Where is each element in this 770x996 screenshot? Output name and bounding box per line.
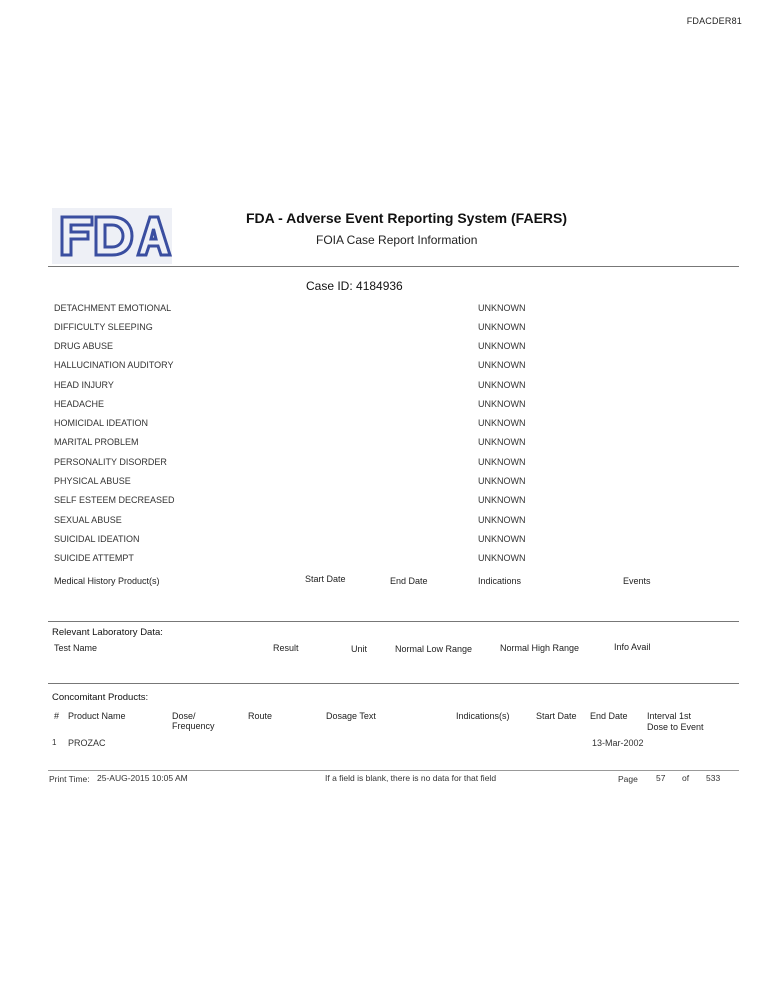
concomitant-header-dose: Dose/ [172,711,196,721]
lab-section-title: Relevant Laboratory Data: [52,627,163,638]
concomitant-header-start-date: Start Date [536,711,577,721]
event-name: PERSONALITY DISORDER [54,457,167,467]
concomitant-header-num: # [54,711,60,721]
event-name: SUICIDE ATTEMPT [54,553,134,563]
report-subtitle: FOIA Case Report Information [316,233,478,247]
event-name: PHYSICAL ABUSE [54,476,131,486]
event-outcome: UNKNOWN [478,495,526,505]
lab-header-test-name: Test Name [54,643,98,653]
medical-history-header-end-date: End Date [390,576,428,586]
event-name: SUICIDAL IDEATION [54,534,140,544]
event-outcome: UNKNOWN [478,437,526,447]
of-label: of [682,773,690,783]
medical-history-header-indications: Indications [478,576,522,586]
lab-header-normal-high: Normal High Range [500,643,580,653]
blank-field-note: If a field is blank, there is no data for that field [325,773,497,783]
event-name: HEAD INJURY [54,380,114,390]
event-name: DRUG ABUSE [54,341,114,351]
concomitant-header-route: Route [248,711,273,721]
event-name: DIFFICULTY SLEEPING [54,322,153,332]
event-name: MARITAL PROBLEM [54,437,139,447]
concomitant-section-title: Concomitant Products: [52,692,149,703]
event-outcome: UNKNOWN [478,341,526,351]
case-id: Case ID: 4184936 [306,279,403,293]
fda-logo [52,208,172,264]
print-time-value: 25-AUG-2015 10:05 AM [97,773,188,783]
footer-divider [48,770,739,771]
event-name: SEXUAL ABUSE [54,515,122,525]
lab-header-normal-low: Normal Low Range [395,644,473,654]
lab-header-info-avail: Info Avail [614,642,651,652]
concomitant-header-dosage-text: Dosage Text [326,711,376,721]
event-outcome: UNKNOWN [478,399,526,409]
concomitant-header-product: Product Name [68,711,126,721]
concomitant-header-end-date: End Date [590,711,628,721]
section-divider [48,683,739,684]
event-outcome: UNKNOWN [478,534,526,544]
document-code: FDACDER81 [686,16,742,26]
event-name: HALLUCINATION AUDITORY [54,360,174,370]
event-outcome: UNKNOWN [478,322,526,332]
concomitant-header-frequency: Frequency [172,721,215,731]
event-outcome: UNKNOWN [478,515,526,525]
event-outcome: UNKNOWN [478,476,526,486]
page-number: 57 [656,773,666,783]
event-outcome: UNKNOWN [478,380,526,390]
event-name: HEADACHE [54,399,105,409]
concomitant-header-indications: Indications(s) [456,711,510,721]
event-name: DETACHMENT EMOTIONAL [54,303,172,313]
report-title: FDA - Adverse Event Reporting System (FAERS) [246,210,568,226]
event-outcome: UNKNOWN [478,457,526,467]
concomitant-row-product: PROZAC [68,738,106,748]
lab-header-unit: Unit [351,644,368,654]
event-name: SELF ESTEEM DECREASED [54,495,175,505]
event-outcome: UNKNOWN [478,418,526,428]
medical-history-header-start-date: Start Date [305,574,346,584]
medical-history-header-events: Events [623,576,651,586]
event-outcome: UNKNOWN [478,553,526,563]
event-name: HOMICIDAL IDEATION [54,418,149,428]
print-time-label: Print Time: [49,774,90,784]
concomitant-row-num: 1 [52,738,57,747]
header-divider [48,266,739,267]
concomitant-header-dose-to-event: Dose to Event [647,722,704,732]
event-outcome: UNKNOWN [478,360,526,370]
concomitant-row-end-date: 13-Mar-2002 [592,738,644,748]
section-divider [48,621,739,622]
page-label: Page [618,774,638,784]
event-outcome: UNKNOWN [478,303,526,313]
concomitant-header-interval: Interval 1st [647,711,692,721]
page-total: 533 [706,773,721,783]
lab-header-result: Result [273,643,299,653]
medical-history-header-product: Medical History Product(s) [54,576,160,586]
